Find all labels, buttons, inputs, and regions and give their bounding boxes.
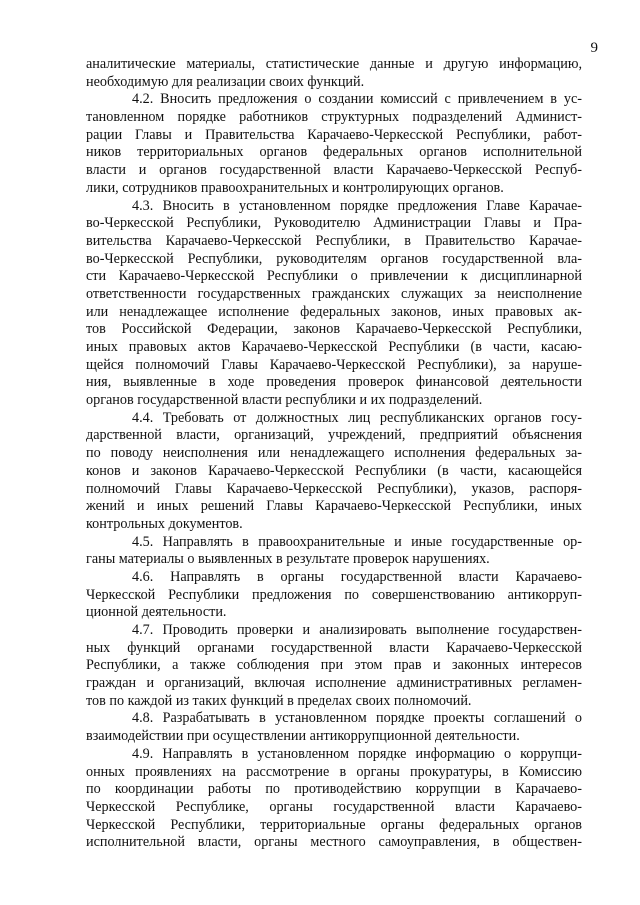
text-line: исполнительной власти, органы местного самоуправления, в обществен- (86, 834, 582, 851)
text-line: иных правовых актов Карачаево-Черкесской Республики (в части, касаю- (86, 339, 582, 355)
paragraph-4-3 (86, 198, 582, 410)
text-line: вительства Карачаево-Черкесской Республики, в Правительство Карачае- (86, 232, 582, 249)
paragraph-4-4 (86, 410, 582, 534)
text-line: ния, выявленные в ходе проведения проверок финансовой деятельности (86, 374, 582, 391)
text-line: граждан и организаций, включая исполнение административных регламен- (86, 675, 582, 692)
text-line: во-Черкесской Республики, руководителям органов государственной вла- (86, 250, 582, 267)
text-line: контрольных документов. (86, 515, 243, 532)
text-line: жений и иных решений Главы Карачаево-Черкесской Республики, иных (86, 498, 582, 515)
text-line: 4.6. Направлять в органы государственной власти Карачаево- (132, 568, 582, 585)
text-line: онных проявлениях на рассмотрение в органы прокуратуры, в Комиссию (86, 763, 582, 780)
text-line: или ненадлежащее исполнение федеральных законов, иных правовых ак- (86, 303, 582, 320)
text-line: ганы материалы о выявленных в результате проверок нарушениях. (86, 551, 490, 568)
text-line: конов и законов Карачаево-Черкесской Республики (в части, касающейся (86, 462, 582, 479)
text-line: дарственной власти, организаций, учреждений, предприятий объяснения (86, 427, 582, 444)
text-line: 4.3. Вносить в установленном порядке предложения Главе Карачае- (132, 197, 582, 214)
paragraph-4-9 (86, 746, 582, 852)
text-line: 4.8. Разрабатывать в установленном порядке проекты соглашений о (132, 710, 582, 727)
text-line: власти и органов государственной власти Карачаево-Черкесской Респуб- (86, 162, 582, 179)
text-line: ных функций органами государственной власти Карачаево-Черкесской (86, 639, 582, 656)
text-line: сти Карачаево-Черкесской Республики о привлечении к дисциплинарной (86, 268, 582, 285)
paragraph-4-7 (86, 622, 582, 710)
text-line: тановленном порядке работников структурных подразделений Админист- (86, 109, 582, 126)
text-line: взаимодействии при осуществлении антикоррупционной деятельности. (86, 728, 520, 745)
page-number: 9 (590, 40, 598, 56)
paragraph-cont (86, 56, 582, 91)
text-line: рации Главы и Правительства Карачаево-Черкесской Республики, работ- (86, 126, 582, 143)
text-line: 4.4. Требовать от должностных лиц республиканских органов госу- (132, 409, 582, 426)
text-line: ников территориальных органов федеральных органов исполнительной (86, 144, 582, 161)
text-line: ционной деятельности. (86, 604, 227, 621)
text-line: щейся полномочий Главы Карачаево-Черкесской Республики), за наруше- (86, 356, 582, 373)
text-line: полномочий Главы Карачаево-Черкесской Республики), указов, распоря- (86, 480, 582, 497)
text-line: ответственности государственных гражданских служащих за неисполнение (86, 285, 582, 302)
text-line: Черкесской Республики предложения по совершенствованию антикорруп- (86, 586, 582, 603)
paragraph-4-6 (86, 569, 582, 622)
text-line: тов Российской Федерации, законов Карачаево-Черкесской Республики, (86, 321, 582, 338)
text-line: аналитические материалы, статистические данные и другую информацию, (86, 56, 582, 72)
document-body (86, 56, 582, 852)
paragraph-4-2 (86, 91, 582, 197)
text-line: органов государственной власти республики и их подразделений. (86, 392, 483, 409)
text-line: необходимую для реализации своих функций. (86, 73, 365, 90)
paragraph-4-5 (86, 534, 582, 569)
text-line: лики, сотрудников правоохранительных и контролирующих органов. (86, 179, 504, 196)
text-line: во-Черкесской Республики, Руководителю Администрации Главы и Пра- (86, 215, 582, 232)
paragraph-4-8 (86, 710, 582, 745)
text-line: 4.7. Проводить проверки и анализировать выполнение государствен- (132, 622, 582, 638)
text-line: 4.5. Направлять в правоохранительные и иные государственные ор- (132, 533, 582, 550)
text-line: Черкесской Республике, органы государственной власти Карачаево- (86, 798, 582, 815)
text-line: 4.2. Вносить предложения о создании комиссий с привлечением в ус- (132, 91, 582, 108)
text-line: Черкесской Республики, территориальные органы федеральных органов (86, 816, 582, 833)
text-line: тов по каждой из таких функций в пределах своих полномочий. (86, 692, 472, 709)
text-line: Республики, а также соблюдения при этом прав и законных интересов (86, 657, 582, 674)
text-line: по координации работы по противодействию коррупции в Карачаево- (86, 781, 582, 798)
text-line: 4.9. Направлять в установленном порядке информацию о коррупци- (132, 745, 582, 762)
text-line: по поводу неисполнения или ненадлежащего исполнения федеральных за- (86, 445, 582, 462)
